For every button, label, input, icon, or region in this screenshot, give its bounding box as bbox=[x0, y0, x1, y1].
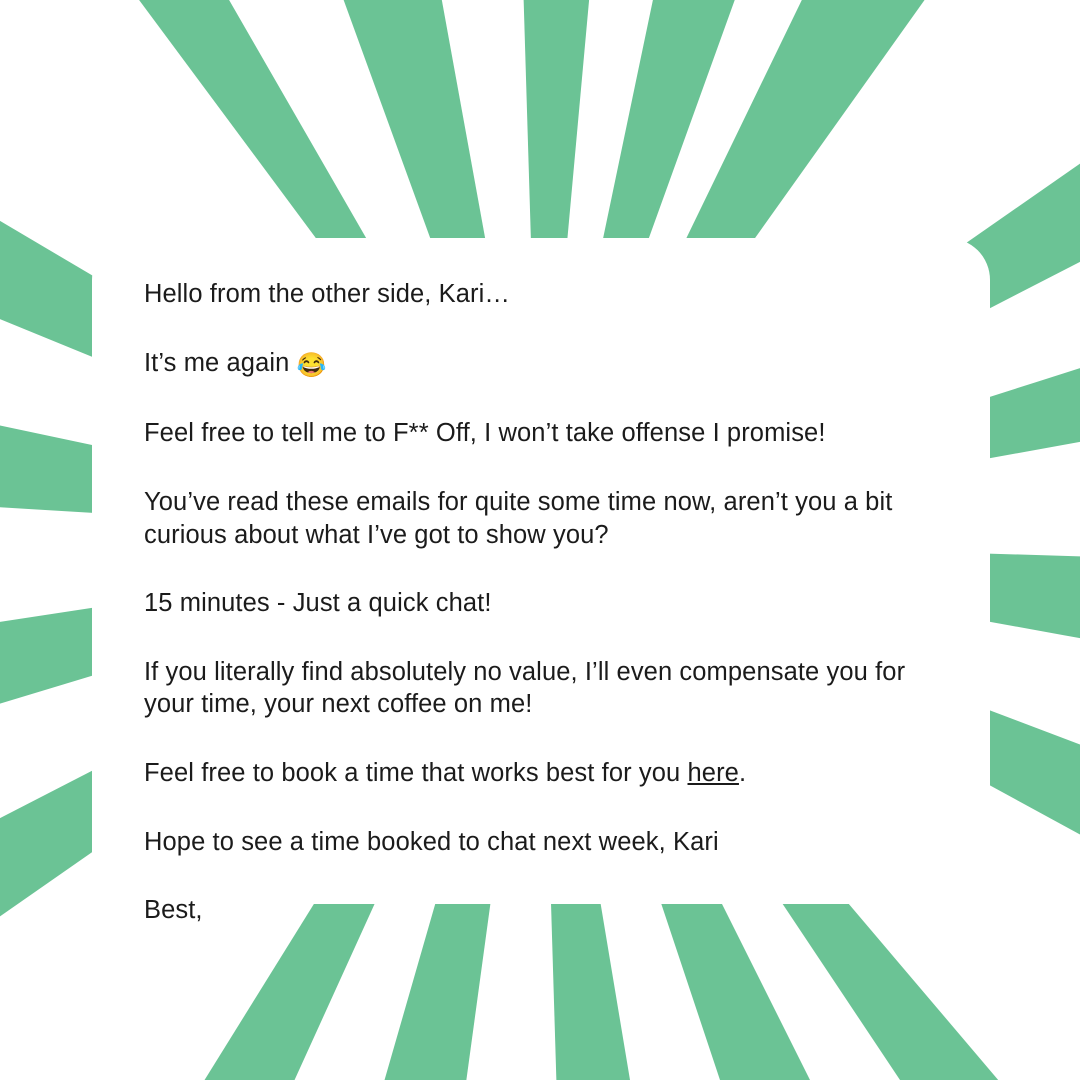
paragraph-offense: Feel free to tell me to F** Off, I won’t take offense I promise! bbox=[144, 419, 826, 448]
paragraph-booking-suffix: . bbox=[738, 759, 747, 788]
email-card bbox=[92, 238, 990, 925]
paragraph-booking-text: Feel free to book a time that works best for you bbox=[144, 759, 688, 788]
paragraph-curious: You’ve read these emails for quite some time now, aren’t you a bit curious about what I’ve got to show you? bbox=[144, 487, 893, 549]
paragraph-its-me-again-text: It’s me again bbox=[144, 348, 297, 377]
paragraph-greeting: Hello from the other side, Kari… bbox=[144, 280, 511, 308]
paragraph-booking bbox=[144, 757, 938, 790]
paragraph-hope: Hope to see a time booked to chat next week, Kari bbox=[144, 827, 719, 856]
booking-link[interactable]: here bbox=[687, 759, 739, 788]
paragraph-its-me-again bbox=[144, 347, 938, 382]
face-with-tears-of-joy-icon: 😂 bbox=[296, 351, 327, 379]
paragraph-quick-chat: 15 minutes - Just a quick chat! bbox=[144, 589, 492, 618]
paragraph-signoff: Best, bbox=[144, 896, 203, 925]
paragraph-compensate: If you literally find absolutely no value, I’ll even compensate you for your time, your next coffee on me! bbox=[144, 657, 906, 719]
